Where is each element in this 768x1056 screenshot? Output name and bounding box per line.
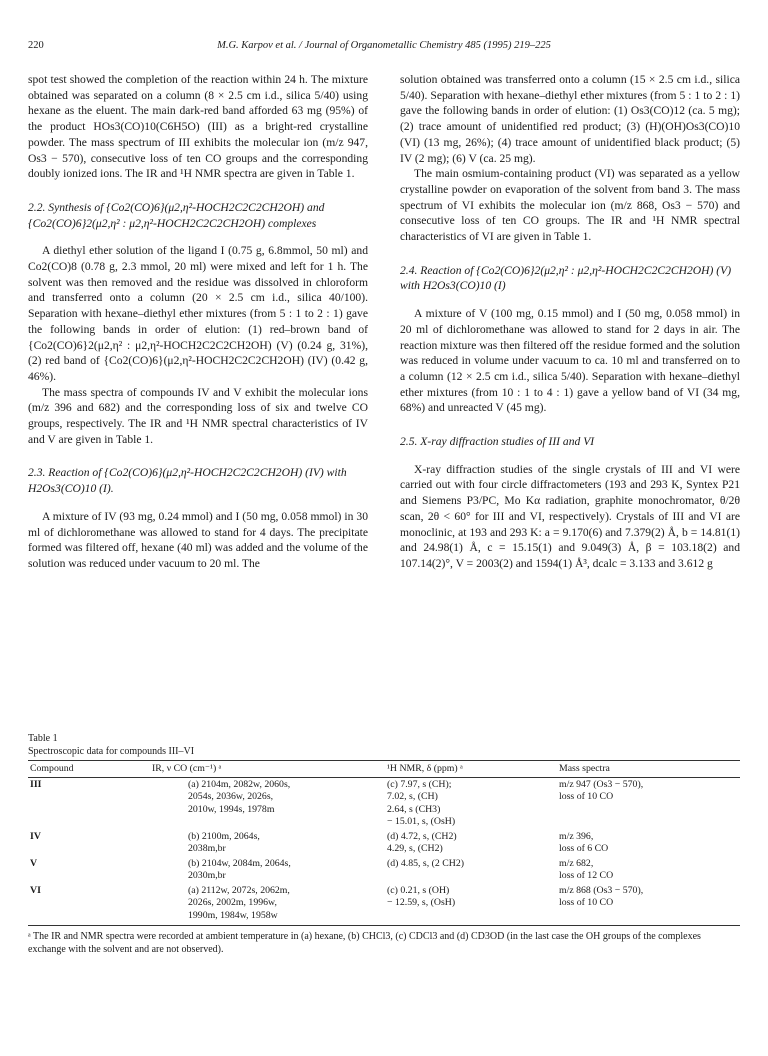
section-heading: 2.3. Reaction of {Co2(CO)6}(μ2,η²-HOCH2C2C2CH2OH) (IV) with H2Os3(CO)10 (I). xyxy=(28,466,347,496)
paragraph: A mixture of V (100 mg, 0.15 mmol) and I (50 mg, 0.058 mmol) in 20 ml of dichloromethane was allowed to stand for 2 days in air. The reaction mixture was then filtered off the residue formed and the solution was reduced in volume under vacuum to ca. 10 ml and transferred on to a column (12 × 2.5 cm i.d., silica 5/40). Separation with hexane–diethyl ether mixtures (from 10 : 1 to 4 : 1) gave a yellow band of VI (34 mg, 68%) and unreacted V (45 mg). xyxy=(400,307,740,415)
nmr-cell xyxy=(385,830,557,857)
nmr-cell-line: (c) 7.97, s (CH); xyxy=(387,778,452,790)
mass-cell-line: m/z 396, xyxy=(559,830,594,842)
section-heading: 2.2. Synthesis of {Co2(CO)6}(μ2,η²-HOCH2C2C2CH2OH) and {Co2(CO)6}2(μ2,η² : μ2,η²-HOCH2C2C2CH2OH) complexes xyxy=(28,200,325,230)
mass-cell-line: loss of 12 CO xyxy=(559,870,614,881)
paragraph: X-ray diffraction studies of the single crystals of III and VI were carried out with four circle diffractometers (193 and 293 K, Syntex P21 and Siemens P3/PC, Mo Kα radiation, graphite monochromator, θ/2θ scan, 2θ < 60° for III and VI, respectively). Crystals of III and VI are monoclinic, at 193 and 293 K: a = 9.170(6) and 7.379(2) Å, b = 14.81(1) and 24.98(1) Å, c = 15.15(1) and 9.049(3) Å, β = 103.18(2) and 107.14(2)°, V = 2003(2) and 1594(1) Å³, dcalc = 3.133 and 3.612 g xyxy=(400,462,740,570)
ir-cell-line: 2010w, 1994s, 1978m xyxy=(188,803,275,815)
left-column xyxy=(28,72,368,572)
mass-cell-line: loss of 10 CO xyxy=(559,897,614,908)
ir-cell-line: 1990m, 1984w, 1958w xyxy=(188,909,278,921)
mass-cell-line: loss of 10 CO xyxy=(559,791,614,802)
table-header-mass: Mass spectra xyxy=(557,761,740,778)
paragraph: spot test showed the completion of the reaction within 24 h. The mixture obtained was separated on a column (8 × 2.5 cm i.d., silica 5/40) using hexane as the eluent. The main dark-red band afforded 63 mg (95%) of the product HOs3(CO)10(C6H5O) (III) as a bright-red crystalline powder. The mass spectrum of III exhibits the molecular ion (m/z 947, Os3 − 570), consecutive loss of ten CO groups and the corresponding doubly ionized ions. The IR and ¹H NMR spectra are given in Table 1. xyxy=(28,73,368,181)
table-header-compound: Compound xyxy=(28,761,150,778)
mass-cell xyxy=(557,777,740,830)
table-label: Table 1 xyxy=(28,733,58,744)
ir-cell-line: 2026s, 2002m, 1996w, xyxy=(188,897,277,908)
spectroscopic-table xyxy=(28,760,740,926)
paragraph: The mass spectra of compounds IV and V exhibit the molecular ions (m/z 396 and 682) and the corresponding loss of six and twelve CO groups, respectively. The IR and ¹H NMR spectral characteristics of IV and V are given in Table 1. xyxy=(28,385,368,446)
ir-cell xyxy=(150,830,385,857)
nmr-cell-line: − 12.59, s, (OsH) xyxy=(387,897,456,908)
ir-cell-line: 2030m,br xyxy=(188,870,226,881)
ir-cell-line: (a) 2104m, 2082w, 2060s, xyxy=(188,778,291,790)
mass-cell-line: m/z 868 (Os3 − 570), xyxy=(559,884,644,896)
compound-cell: V xyxy=(30,857,38,869)
table-row xyxy=(28,777,740,830)
mass-cell-line: loss of 6 CO xyxy=(559,843,609,854)
table-row xyxy=(28,857,740,884)
paragraph: The main osmium-containing product (VI) was separated as a yellow crystalline powder on evaporation of the solvent from band 3. The mass spectrum of VI exhibits the molecular ion (m/z 868, Os3 − 570) and consecutive loss of ten CO groups. The IR and ¹H NMR spectral characteristics of VI are given in Table 1. xyxy=(400,167,740,244)
page-header xyxy=(28,40,740,56)
table-footnote: ᵃ The IR and NMR spectra were recorded at ambient temperature in (a) hexane, (b) CHCl3, (c) CDCl3 and (d) CD3OD (in the last case the OH groups of the complexes exchange with the solvent and are not observed). xyxy=(28,931,701,955)
nmr-cell-line: 7.02, s, (CH) xyxy=(387,791,438,802)
ir-cell-line: (a) 2112w, 2072s, 2062m, xyxy=(188,884,290,896)
page-number: 220 xyxy=(28,40,44,51)
table-header-nmr: ¹H NMR, δ (ppm) ᵃ xyxy=(385,761,557,778)
nmr-cell-line: (d) 4.72, s, (CH2) xyxy=(387,830,457,842)
ir-cell xyxy=(150,884,385,926)
table-row xyxy=(28,884,740,926)
table-row xyxy=(28,830,740,857)
nmr-cell-line: (c) 0.21, s (OH) xyxy=(387,884,450,896)
section-heading: 2.4. Reaction of {Co2(CO)6}2(μ2,η² : μ2,η²-HOCH2C2C2CH2OH) (V) with H2Os3(CO)10 (I) xyxy=(400,263,732,293)
compound-cell: IV xyxy=(30,830,41,842)
ir-cell-line: (b) 2100m, 2064s, xyxy=(188,830,260,842)
ir-cell-line: 2038m,br xyxy=(188,843,226,854)
nmr-cell-line: (d) 4.85, s, (2 CH2) xyxy=(387,857,465,869)
spectroscopic-table-block xyxy=(28,732,740,966)
table-header-ir: IR, ν CO (cm⁻¹) ᵃ xyxy=(150,761,385,778)
mass-cell xyxy=(557,884,740,926)
nmr-cell-line: 2.64, s (CH3) xyxy=(387,803,441,815)
right-column xyxy=(400,72,740,572)
mass-cell xyxy=(557,857,740,884)
ir-cell xyxy=(150,857,385,884)
paragraph: A diethyl ether solution of the ligand I (0.75 g, 6.8mmol, 50 ml) and Co2(CO)8 (0.78 g, 2.3 mmol, 20 ml) were mixed and left for 1 h. The solvent was then removed and the residue was dissolved in chloroform and transferred onto a column (20 × 2.5 cm i.d., silica 40/100). Separation with hexane–diethyl ether mixtures (from 5 : 1 to 2 : 1) gave the following bands in order of elution: (1) red–brown band of {Co2(CO)6}2(μ2,η² : μ2,η²-HOCH2C2C2CH2OH) (V) (0.24 g, 31%), (2) red band of {Co2(CO)6}(μ2,η²-HOCH2C2C2CH2OH) (IV) (0.42 g, 46%). xyxy=(28,244,368,383)
mass-cell-line: m/z 682, xyxy=(559,857,594,869)
table-title: Spectroscopic data for compounds III–VI xyxy=(28,746,195,757)
ir-cell xyxy=(150,777,385,830)
nmr-cell-line: − 15.01, s, (OsH) xyxy=(387,816,456,827)
compound-cell: VI xyxy=(28,884,150,926)
paragraph: solution obtained was transferred onto a column (15 × 2.5 cm i.d., silica 5/40). Separation with hexane–diethyl ether mixtures (from 5 : 1 to 2 : 1) gave the following bands in order of elution: (1) Os3(CO)12 (ca. 5 mg); (2) trace amount of unidentified red product; (3) (H)(OH)Os3(CO)10 (VI) (13 mg, 26%); (4) trace amount of unidentified black product; (5) IV (2 mg); (6) V (ca. 25 mg). xyxy=(400,73,740,165)
nmr-cell xyxy=(385,777,557,830)
section-heading: 2.5. X-ray diffraction studies of III and VI xyxy=(400,435,595,449)
ir-cell-line: 2054s, 2036w, 2026s, xyxy=(188,791,274,802)
ir-cell-line: (b) 2104w, 2084m, 2064s, xyxy=(188,857,291,869)
running-title: M.G. Karpov et al. / Journal of Organometallic Chemistry 485 (1995) 219–225 xyxy=(217,40,551,51)
compound-cell: III xyxy=(30,778,42,790)
nmr-cell xyxy=(385,857,557,884)
mass-cell xyxy=(557,830,740,857)
nmr-cell xyxy=(385,884,557,926)
mass-cell-line: m/z 947 (Os3 − 570), xyxy=(559,778,644,790)
paragraph: A mixture of IV (93 mg, 0.24 mmol) and I (50 mg, 0.058 mmol) in 30 ml of dichloromethane was allowed to stand for 4 days. The precipitate formed was filtered off, hexane (40 ml) was added and the volume of the solution was reduced under vacuum to 20 ml. The xyxy=(28,509,368,570)
nmr-cell-line: 4.29, s, (CH2) xyxy=(387,843,443,854)
